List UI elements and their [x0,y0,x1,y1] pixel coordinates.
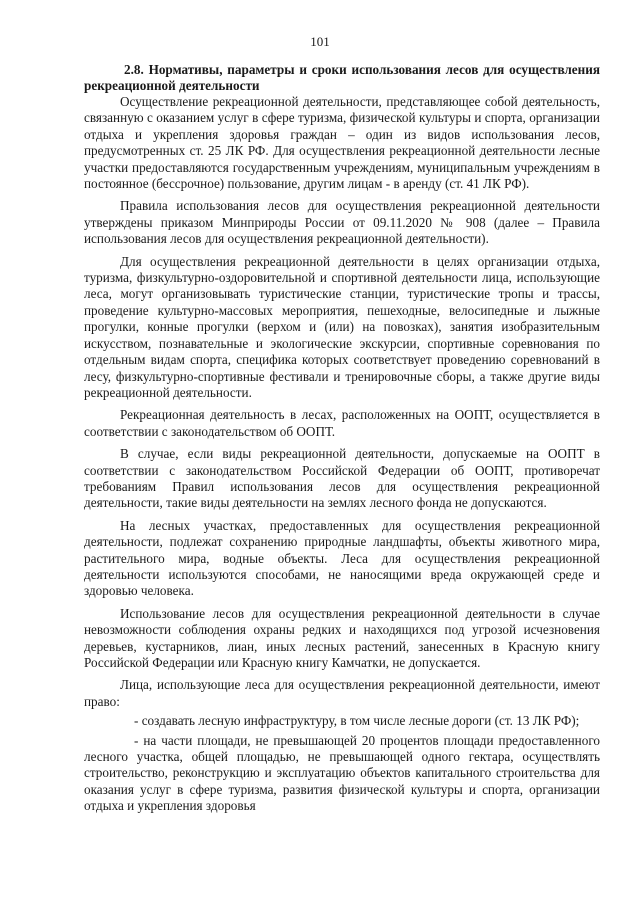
paragraph: Для осуществления рекреационной деятельности в целях организации отдыха, туризма, физкультурно-оздоровительной и спортивной деятельности лица, использующие леса, могут организовывать туристические станции, туристические тропы и трассы, проведение культурно-массовых мероприятия, пешеходные, велосипедные и лыжные прогулки, конные прогулки (верхом и (или) на повозках), занятия изобразительным искусством, познавательные и экологические экскурсии, спортивные соревнования по отдельным видам спорта, специфика которых соответствует проведению соревнований в лесу, физкультурно-спортивные фестивали и тренировочные сборы, а также другие виды рекреационной деятельности. [84,253,600,400]
paragraph: В случае, если виды рекреационной деятельности, допускаемые на ООПТ в соответствии с законодательством Российской Федерации об ООПТ, противоречат требованиям Правил использования лесов для осуществления рекреационной деятельности, такие виды деятельности на землях лесного фонда не допускаются. [84,446,600,511]
list-item: - создавать лесную инфраструктуру, в том числе лесные дороги (ст. 13 ЛК РФ); [134,713,580,729]
paragraph: Лица, использующие леса для осуществления рекреационной деятельности, имеют право: [84,677,600,709]
paragraph: На лесных участках, предоставленных для осуществления рекреационной деятельности, подлежат сохранению природные ландшафты, объекты животного мира, растительного мира, водные объекты. Леса для осуществления рекреационной деятельности используются способами, не наносящими вреда окружающей среде и здоровью человека. [84,517,600,599]
list-item: - на части площади, не превышающей 20 процентов площади предоставленного лесного участка, общей площадью, не превышающей одного гектара, осуществлять строительство, реконструкцию и эксплуатацию объектов капитального строительства для оказания услуг в сфере туризма, развития физической культуры и спорта, организации отдыха и укрепления здоровья [84,732,600,814]
paragraph: Правила использования лесов для осуществления рекреационной деятельности утверждены приказом Минприроды России от 09.11.2020 № 908 (далее – Правила использования лесов для осуществления рекреационной деятельности). [84,198,600,247]
paragraph: Рекреационная деятельность в лесах, расположенных на ООПТ, осуществляется в соответствии с законодательством об ООПТ. [84,407,600,439]
page-number: 101 [310,34,330,49]
paragraph: Использование лесов для осуществления рекреационной деятельности в случае невозможности соблюдения охраны редких и находящихся под угрозой исчезновения деревьев, кустарников, лиан, иных лесных растений, занесенных в Красную книгу Российской Федерации или Красную книгу Камчатки, не допускается. [84,605,600,670]
section-heading: 2.8. Нормативы, параметры и сроки использования лесов для осуществления рекреационной деятельности [84,62,600,93]
paragraph: Осуществление рекреационной деятельности, представляющее собой деятельность, связанную с оказанием услуг в сфере туризма, физической культуры и спорта, организации отдыха и укрепления здоровья граждан – один из видов использования лесов, предусмотренных ст. 25 ЛК РФ. Для осуществления рекреационной деятельности лесные участки предоставляются государственным учреждениям, муниципальным учреждениям в постоянное (бессрочное) пользование, другим лицам - в аренду (ст. 41 ЛК РФ). [84,94,600,192]
document-body [84,62,600,818]
